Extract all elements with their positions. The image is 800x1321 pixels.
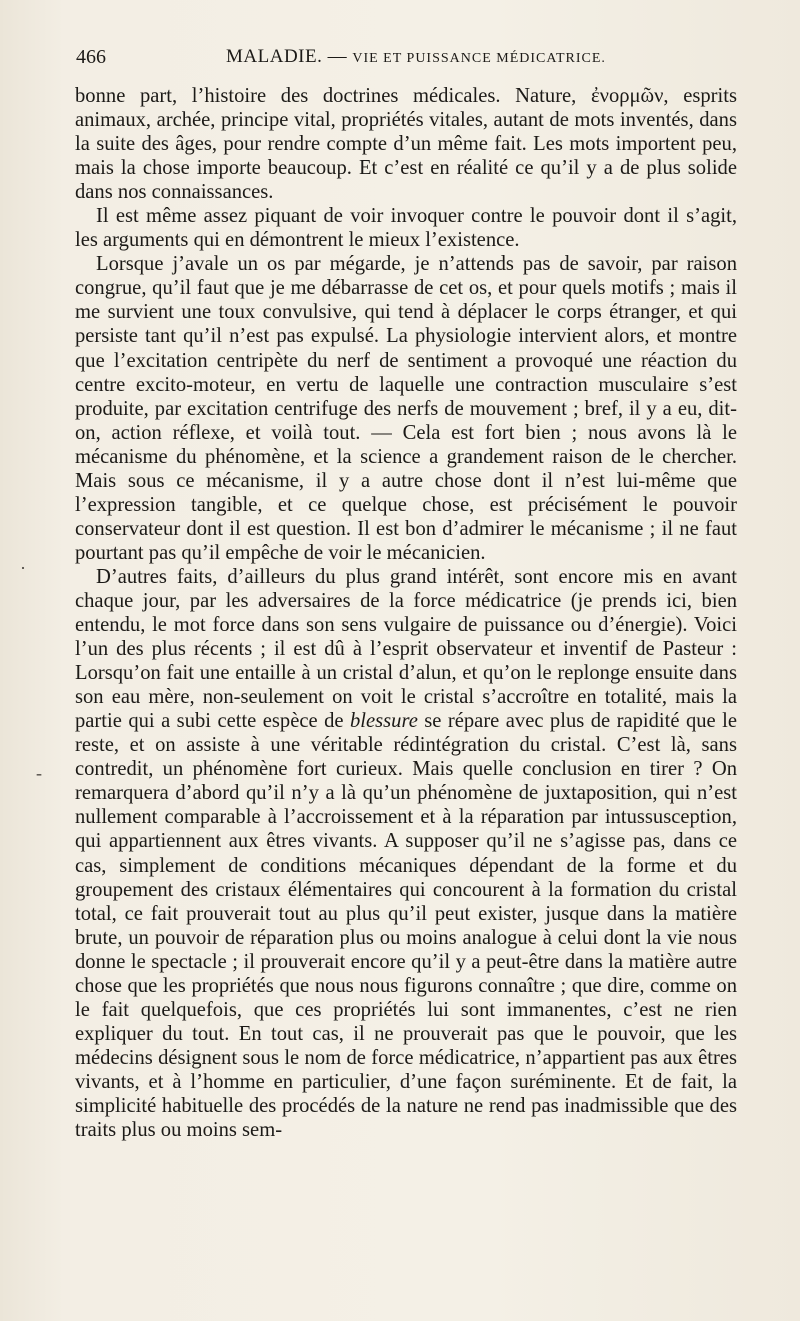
body-text [75,84,737,1142]
italic-word: blessure [349,710,418,733]
page-number: 466 [76,46,106,68]
running-head-main: MALADIE. [226,46,323,67]
paragraph [75,565,737,1142]
paragraph: Lorsque j’avale un os par mégarde, je n’attends pas de savoir, par raison congrue, qu’il faut que je me débarrasse de cet os, et pour quels motifs ; mais il me survient une toux convulsive, qui tend à déplacer le corps étranger, et qui persiste tant qu’il n’est pas expulsé. La physiologie intervient alors, et montre que l’excitation centripète du nerf de sentiment a provoqué une réaction du centre excito-moteur, en vertu de laquelle une contraction musculaire s’est produite, par excitation centrifuge des nerfs de mouvement ; bref, il y a eu, dit-on, action réflexe, et voilà tout. — Cela est fort bien ; nous avons là le mécanisme du phénomène, et la science a grandement raison de le chercher. Mais sous ce mécanisme, il y a autre chose dont il n’est lui-même que l’expression tangible, et ce quelque chose, est précisément le pouvoir conservateur dont il est question. Il est bon d’admirer le mécanisme ; il ne faut pourtant pas qu’il empêche de voir le mécanicien. [75,253,737,564]
running-head-separator: — [327,46,348,67]
paragraph: bonne part, l’histoire des doctrines médicales. Nature, ἐνορμῶν, esprits animaux, archée, principe vital, propriétés vitales, autant de mots inventés, dans la suite des âges, pour rendre compte d’un même fait. Les mots importent peu, mais la chose importe beaucoup. Et c’est en réalité ce qu’il y a de plus solide dans nos connaissances. [75,85,737,204]
running-head-subtitle: VIE ET PUISSANCE MÉDICATRICE. [352,51,606,66]
running-head [226,46,606,68]
paragraph-text: se répare avec plus de rapidité que le reste, et on assiste à une véritable rédintégration du cristal. C’est là, sans contredit, un phénomène fort curieux. Mais quelle conclusion en tirer ? On remarquera d’abord qu’il n’y a là qu’un phénomène de juxtaposition, qui n’est nullement comparable à l’accroissement et à la réparation par intussusception, qui appartiennent aux êtres vivants. A supposer qu’il ne s’agisse pas, dans ce cas, simplement de conditions mécaniques dépendant de la forme et du groupement des cristaux élémentaires qui concourent à la formation du cristal total, ce fait prouverait tout au plus qu’il peut exister, jusque dans la matière brute, un pouvoir de réparation plus ou moins analogue à celui dont la vie nous donne le spectacle ; il prouverait encore qu’il y a peut-être dans la matière autre chose que les propriétés que nous nous figurons connaître ; que dire, comme on le fait quelquefois, que ces propriétés lui sont immanentes, c’est ne rien expliquer du tout. En tout cas, il ne prouverait pas que le pouvoir, que les médecins désignent sous le nom de force médicatrice, n’appartient pas aux êtres vivants, et à l’homme en particulier, d’une façon suréminente. Et de fait, la simplicité habituelle des procédés de la nature ne rend pas inadmissible que des traits plus ou moins sem- [75,710,737,1142]
margin-dash-mark: - [36,763,42,783]
paragraph-text: D’autres faits, d’ailleurs du plus grand intérêt, sont encore mis en avant chaque jour, par les adversaires de la force médicatrice (je prends ici, bien entendu, le mot force dans son sens vulgaire de puissance ou d’énergie). Voici l’un des plus récents ; il est dû à l’esprit observateur et inventif de Pasteur : Lorsqu’on fait une entaille à un cristal d’alun, et qu’on le replonge ensuite dans son eau mère, non-seulement on voit le cristal s’accroître en totalité, mais la partie qui a subi cette espèce de [75,565,737,733]
margin-dot-mark: · [20,558,26,578]
page-header [76,46,736,74]
paragraph: Il est même assez piquant de voir invoquer contre le pouvoir dont il s’agit, les arguments qui en démontrent le mieux l’existence. [75,205,737,252]
